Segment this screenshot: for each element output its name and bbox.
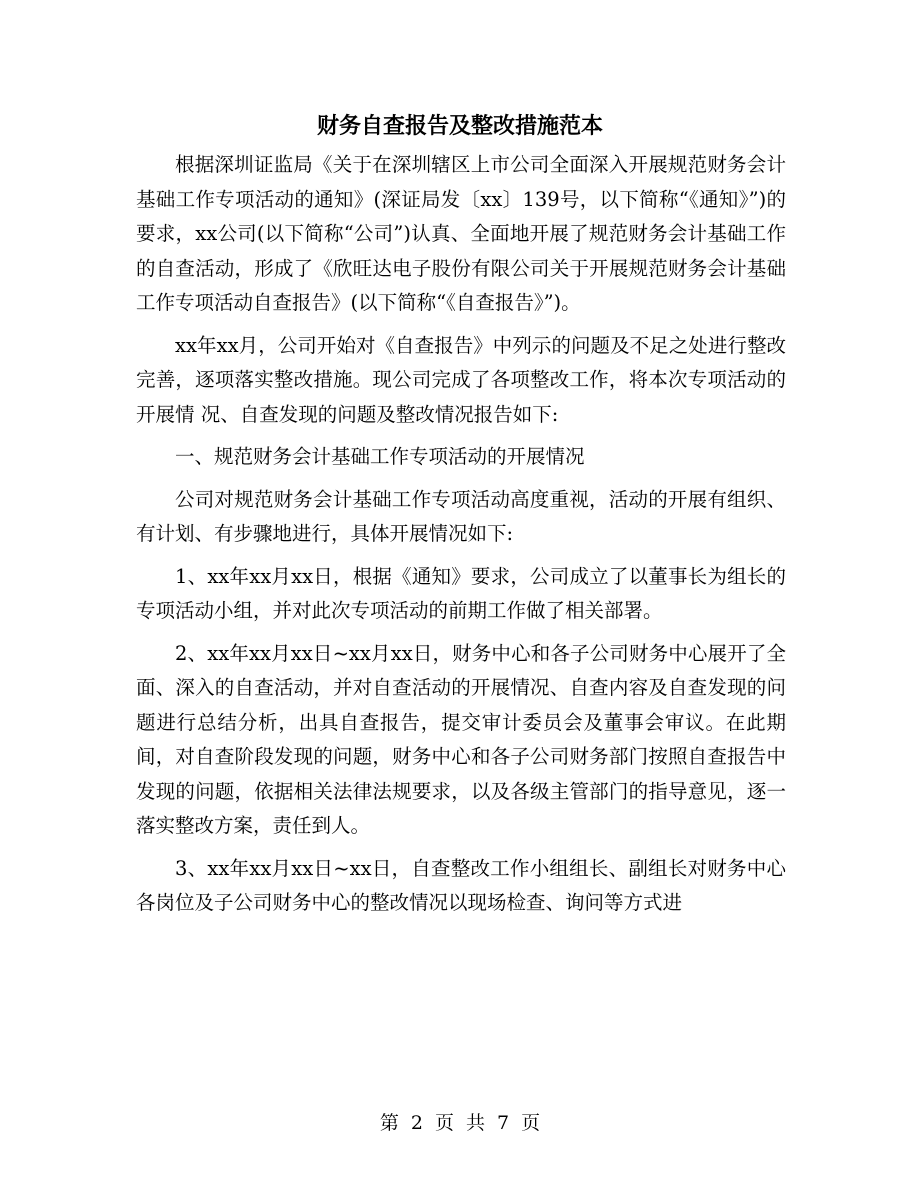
list-item-3: 3、xx年xx月xx日~xx日，自查整改工作小组组长、副组长对财务中心各岗位及子公司财务中心的整改情况以现场检查、询问等方式进	[136, 856, 786, 914]
list-item-1: 1、xx年xx月xx日，根据《通知》要求，公司成立了以董事长为组长的专项活动小组，并对此次专项活动的前期工作做了相关部署。	[136, 564, 786, 622]
page-number: 第 2 页 共 7 页	[379, 1112, 541, 1134]
paragraph-intro: 根据深圳证监局《关于在深圳辖区上市公司全面深入开展规范财务会计基础工作专项活动的通知》(深证局发〔xx〕139号，以下简称“《通知》”)的要求，xx公司(以下简称“公司”)认真、全面地开展了规范财务会计基础工作的自查活动，形成了《欣旺达电子股份有限公司关于开展规范财务会计基础工作专项活动自查报告》(以下简称“《自查报告》”)。	[136, 153, 786, 314]
document-title: 财务自查报告及整改措施范本	[316, 113, 603, 139]
list-item-2: 2、xx年xx月xx日~xx月xx日，财务中心和各子公司财务中心展开了全面、深入的自查活动，并对自查活动的开展情况、自查内容及自查发现的问题进行总结分析，出具自查报告，提交审计委员会及董事会审议。在此期间，对自查阶段发现的问题，财务中心和各子公司财务部门按照自查报告中发现的问题，依据相关法律法规要求，以及各级主管部门的指导意见，逐一落实整改方案，责任到人。	[136, 641, 786, 837]
document-body	[136, 148, 786, 929]
section-heading-1: 一、规范财务会计基础工作专项活动的开展情况	[175, 445, 585, 468]
paragraph-rectification: xx年xx月，公司开始对《自查报告》中列示的问题及不足之处进行整改完善，逐项落实整改措施。现公司完成了各项整改工作，将本次专项活动的开展情 况、自查发现的问题及整改情况报告如下:	[136, 333, 786, 426]
paragraph-overview: 公司对规范财务会计基础工作专项活动高度重视，活动的开展有组织、有计划、有步骤地进行，具体开展情况如下:	[136, 487, 786, 545]
